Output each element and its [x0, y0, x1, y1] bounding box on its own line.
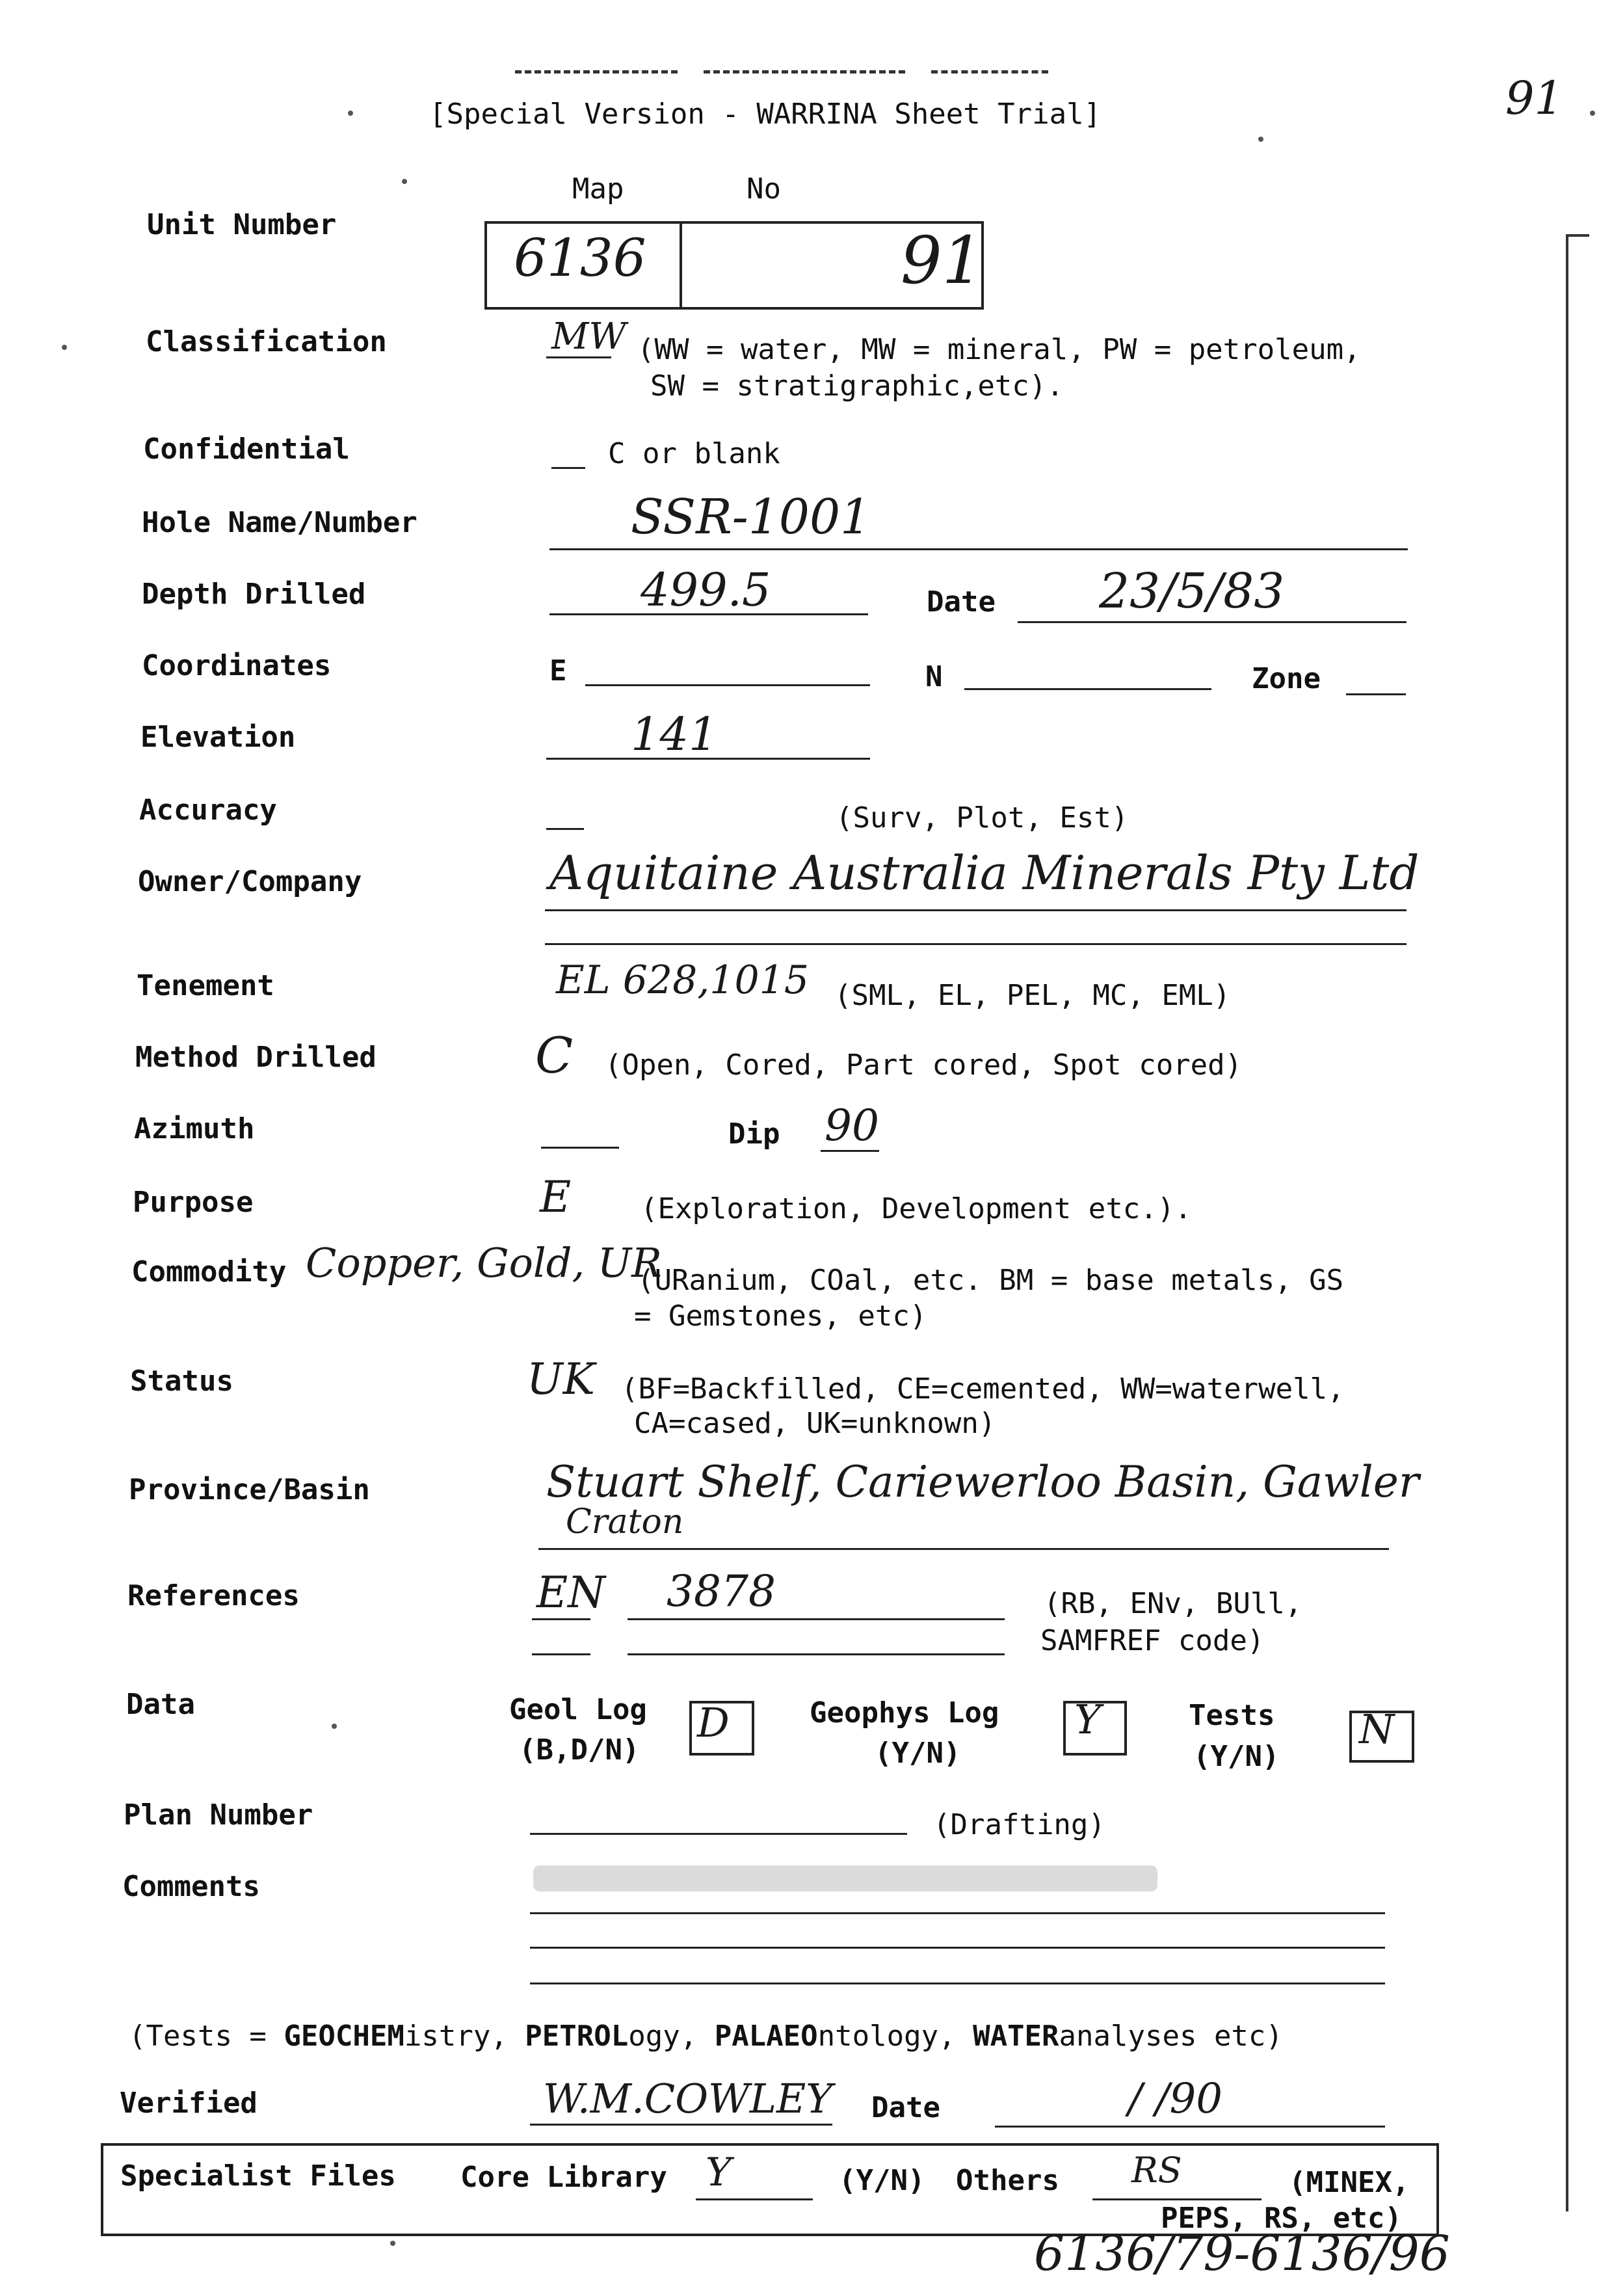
geol-log-label: Geol Log [509, 1693, 647, 1726]
form-banner: [Special Version - WARRINA Sheet Trial] [429, 98, 1102, 131]
commodity-note-line1: (URanium, COal, etc. BM = base metals, GS [637, 1264, 1344, 1297]
hole-name-underline [549, 548, 1408, 550]
hole-name-label: Hole Name/Number [142, 506, 417, 539]
references-note-line1: (RB, ENv, BUll, [1044, 1587, 1302, 1620]
dip-value[interactable]: 90 [825, 1101, 879, 1151]
geol-log-value[interactable]: D [697, 1699, 730, 1746]
province-basin-underline [538, 1548, 1389, 1550]
references-number-underline-2 [628, 1653, 1005, 1655]
verified-date-value[interactable]: / /90 [1128, 2075, 1222, 2123]
data-label: Data [126, 1688, 195, 1721]
status-label: Status [130, 1365, 233, 1398]
hole-name-value[interactable]: SSR-1001 [631, 489, 871, 545]
speck [390, 2241, 395, 2246]
commodity-label: Commodity [131, 1255, 287, 1288]
depth-drilled-underline [549, 613, 868, 615]
references-label: References [127, 1579, 300, 1612]
status-note-line1: (BF=Backfilled, CE=cemented, WW=waterwell, [621, 1372, 1345, 1406]
zone-underline [1346, 693, 1406, 695]
references-code-underline [532, 1618, 590, 1620]
speck [348, 111, 353, 116]
purpose-value[interactable]: E [540, 1172, 572, 1222]
plan-number-underline [530, 1833, 907, 1835]
comments-label: Comments [122, 1870, 260, 1903]
others-value[interactable]: RS [1131, 2150, 1182, 2191]
method-drilled-label: Method Drilled [135, 1041, 377, 1074]
elevation-value[interactable]: 141 [631, 708, 718, 761]
map-number-value[interactable]: 6136 [514, 228, 646, 288]
commodity-value[interactable]: Copper, Gold, UR [306, 1239, 662, 1287]
comments-line-3 [530, 1982, 1385, 1984]
speck [62, 345, 67, 350]
unit-number-divider [680, 221, 682, 310]
geophys-log-label: Geophys Log [810, 1696, 999, 1729]
core-library-value[interactable]: Y [706, 2150, 732, 2195]
references-number-underline [628, 1618, 1005, 1620]
coordinates-label: Coordinates [142, 649, 332, 682]
references-code-value[interactable]: EN [536, 1568, 605, 1618]
northing-label: N [925, 660, 943, 693]
geophys-log-value[interactable]: Y [1074, 1696, 1101, 1743]
others-underline [1092, 2198, 1262, 2200]
plan-number-note: (Drafting) [933, 1808, 1105, 1841]
verified-label: Verified [120, 2087, 258, 2120]
header-rule [515, 70, 1081, 77]
owner-company-value[interactable]: Aquitaine Australia Minerals Pty Ltd [549, 846, 1420, 900]
speck [1590, 111, 1595, 116]
specialist-files-label: Specialist Files [120, 2159, 396, 2193]
owner-company-underline-2 [545, 943, 1407, 945]
footer-file-range: 6136/79-6136/96 [1034, 2226, 1450, 2282]
core-library-label: Core Library [460, 2161, 667, 2194]
method-drilled-note: (Open, Cored, Part cored, Spot cored) [605, 1048, 1243, 1082]
tests-label: Tests [1189, 1699, 1275, 1732]
geophys-log-hint: (Y/N) [875, 1737, 961, 1770]
status-value[interactable]: UK [527, 1354, 595, 1404]
map-column-header: Map [572, 172, 624, 206]
comments-line-1 [530, 1912, 1385, 1914]
comments-line-2 [530, 1947, 1385, 1949]
core-library-hint: (Y/N) [839, 2164, 925, 2197]
date-drilled-value[interactable]: 23/5/83 [1099, 563, 1285, 619]
speck [402, 179, 407, 184]
province-basin-value-line2[interactable]: Craton [566, 1502, 684, 1542]
dip-underline [821, 1150, 879, 1152]
tests-value[interactable]: N [1359, 1705, 1395, 1753]
owner-company-underline-1 [545, 909, 1407, 911]
classification-note-line1: (WW = water, MW = mineral, PW = petroleum, [637, 333, 1361, 366]
tests-hint: (Y/N) [1193, 1740, 1280, 1773]
easting-underline [585, 684, 870, 686]
purpose-note: (Exploration, Development etc.). [641, 1192, 1192, 1225]
elevation-label: Elevation [140, 721, 296, 754]
accuracy-note: (Surv, Plot, Est) [836, 801, 1129, 834]
tenement-label: Tenement [137, 969, 274, 1002]
province-basin-value-line1[interactable]: Stuart Shelf, Cariewerloo Basin, Gawler [546, 1457, 1420, 1507]
references-code-underline-2 [532, 1653, 590, 1655]
zone-label: Zone [1252, 662, 1321, 695]
azimuth-underline [541, 1147, 619, 1149]
tests-footnote: (Tests = GEOCHEMistry, PETROLogy, PALAEOntology, WATERanalyses etc) [129, 2020, 1283, 2053]
dip-label: Dip [728, 1117, 780, 1151]
verified-underline [530, 2124, 832, 2126]
confidential-note: C or blank [608, 437, 780, 470]
classification-value[interactable]: MW [551, 315, 626, 358]
azimuth-label: Azimuth [134, 1112, 255, 1145]
core-library-underline [696, 2198, 813, 2200]
classification-label: Classification [146, 325, 387, 358]
no-column-header: No [747, 172, 781, 206]
others-note-line1: (MINEX, [1289, 2166, 1410, 2199]
elevation-underline [546, 758, 870, 760]
speck [332, 1724, 337, 1729]
tenement-note: (SML, EL, PEL, MC, EML) [834, 979, 1231, 1012]
commodity-note-line2: = Gemstones, etc) [634, 1300, 927, 1333]
comments-redacted-text [533, 1865, 1157, 1891]
date-drilled-label: Date [927, 585, 996, 619]
confidential-underline [551, 467, 585, 469]
method-drilled-value[interactable]: C [535, 1026, 574, 1084]
province-basin-label: Province/Basin [129, 1473, 370, 1506]
depth-drilled-label: Depth Drilled [142, 578, 366, 611]
verified-date-underline [995, 2126, 1385, 2128]
unit-number-label: Unit Number [147, 208, 337, 241]
tenement-value[interactable]: EL 628,1015 [556, 957, 810, 1003]
accuracy-label: Accuracy [139, 794, 277, 827]
classification-underline [546, 356, 611, 358]
verified-value[interactable]: W.M.COWLEY [543, 2075, 833, 2122]
unit-number-value[interactable]: 91 [901, 222, 984, 299]
date-drilled-underline [1018, 621, 1407, 623]
owner-company-label: Owner/Company [138, 865, 362, 898]
depth-drilled-value[interactable]: 499.5 [641, 563, 771, 617]
page-edge-tick [1566, 234, 1589, 237]
status-note-line2: CA=cased, UK=unknown) [634, 1407, 996, 1440]
northing-underline [964, 688, 1211, 690]
references-note-line2: SAMFREF code) [1040, 1624, 1265, 1657]
confidential-label: Confidential [143, 433, 350, 466]
references-number-value[interactable]: 3878 [667, 1566, 776, 1616]
others-note-line2: PEPS, RS, etc) [1161, 2202, 1402, 2235]
speck [1258, 137, 1263, 142]
corner-page-number: 91 [1505, 72, 1564, 125]
others-label: Others [956, 2164, 1059, 2197]
plan-number-label: Plan Number [124, 1798, 313, 1832]
accuracy-underline [546, 828, 584, 830]
purpose-label: Purpose [133, 1186, 254, 1219]
classification-note-line2: SW = stratigraphic,etc). [650, 369, 1064, 403]
geol-log-hint: (B,D/N) [519, 1733, 640, 1767]
easting-label: E [549, 654, 567, 687]
page-edge-line [1566, 234, 1568, 2211]
verified-date-label: Date [871, 2091, 940, 2124]
